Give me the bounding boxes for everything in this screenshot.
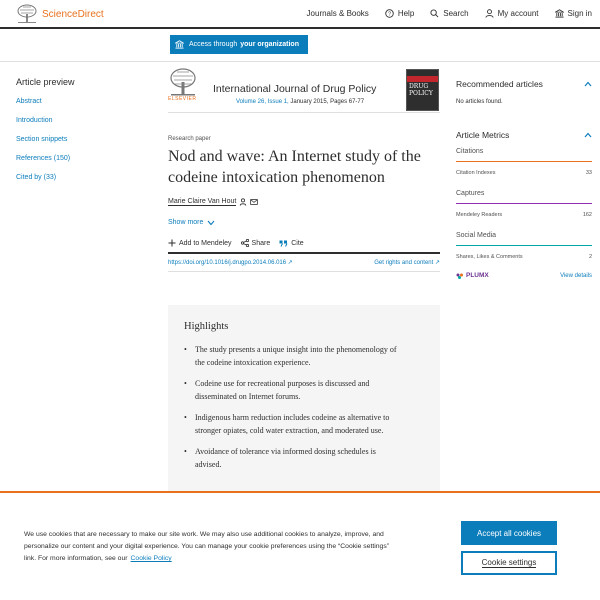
access-strong: your organization [240, 41, 299, 48]
nav-my-account[interactable] [485, 9, 539, 18]
recommended-articles-header[interactable] [456, 77, 592, 91]
cover-text-1: DRUG [409, 83, 429, 90]
metric-category-citations: Citations [456, 148, 592, 162]
nav-link-references[interactable]: References (150) [16, 155, 71, 162]
cite-button[interactable] [279, 240, 303, 247]
metric-label: Mendeley Readers [456, 212, 503, 218]
plumx-icon [456, 273, 464, 279]
article-actions [168, 237, 440, 249]
metrics-title: Article Metrics [456, 130, 510, 140]
institution-icon [555, 9, 564, 18]
nav-link-introduction[interactable]: Introduction [16, 117, 53, 124]
metric-label: Shares, Likes & Comments [456, 254, 523, 260]
user-icon [485, 9, 494, 18]
nav-link-cited-by[interactable]: Cited by (33) [16, 174, 57, 181]
action-label: Cite [291, 239, 304, 247]
nav-search[interactable] [430, 9, 468, 18]
email-icon[interactable] [250, 198, 258, 206]
doi-text: https://doi.org/10.1016/j.drugpo.2014.06.016 [168, 260, 287, 266]
plumx-label: PLUMX [466, 272, 489, 279]
rights-text: Get rights and content [374, 260, 434, 266]
show-more-button[interactable] [168, 219, 440, 226]
help-icon [385, 9, 394, 18]
show-more-label: Show more [168, 219, 204, 226]
publisher-name: ELSEVIER [168, 96, 197, 102]
nav-sign-in[interactable] [555, 9, 592, 18]
highlight-item [184, 377, 424, 403]
action-label: Share [251, 239, 271, 247]
highlight-text: The study presents a unique insight into the phenomenology of the codeine intoxication experience. [195, 345, 397, 367]
highlight-item [184, 445, 424, 471]
highlight-item [184, 343, 424, 369]
article-preview-title: Article preview [16, 77, 75, 87]
nav-help[interactable] [385, 9, 414, 18]
cover-stripe [407, 76, 438, 82]
cookie-settings-button[interactable] [461, 551, 557, 575]
sciencedirect-logo[interactable] [16, 4, 104, 24]
metric-row [456, 254, 592, 261]
metric-value: 2 [588, 254, 592, 260]
metric-category-social-media: Social Media [456, 232, 592, 246]
metric-label: Citation Indexes [456, 170, 496, 176]
cookie-settings-label: Cookie settings [481, 558, 537, 567]
action-label: Add to Mendeley [179, 239, 232, 247]
nav-label: Sign in [567, 9, 592, 18]
plumx-row [456, 272, 592, 279]
metric-value: 33 [585, 170, 592, 176]
bullet: • [184, 379, 187, 388]
nav-link-section-snippets[interactable]: Section snippets [16, 136, 68, 143]
nav-label: Search [443, 9, 469, 18]
nav-label: My account [497, 9, 539, 18]
access-bar [0, 30, 600, 62]
metric-row [456, 212, 592, 219]
volume-issue-link[interactable]: Volume 26, Issue 1, [236, 99, 289, 105]
brand-name: ScienceDirect [42, 8, 104, 20]
article-preview-nav [16, 77, 156, 193]
article-type: Research paper [168, 136, 211, 142]
nav-label: Help [397, 9, 415, 18]
chevron-down-icon [207, 220, 215, 226]
cookie-policy-link[interactable]: Cookie Policy [130, 555, 172, 562]
highlight-text: Avoidance of tolerance via informed dosing schedules is advised. [195, 447, 376, 469]
article-metrics-header[interactable] [456, 128, 592, 142]
metric-value: 162 [582, 212, 592, 218]
bullet: • [184, 447, 187, 456]
external-link-icon: ↗ [434, 260, 440, 266]
cover-text-2: POLICY [409, 90, 433, 97]
doi-link[interactable] [168, 259, 293, 266]
person-icon [239, 198, 247, 206]
recommended-title: Recommended articles [456, 79, 543, 89]
bullet: • [184, 345, 187, 354]
metric-row [456, 170, 592, 177]
nav-journals-books[interactable] [307, 9, 369, 18]
highlight-text: Indigenous harm reduction includes codeine as alternative to stronger opiates, cold water extraction, and moderated use. [195, 413, 390, 435]
author-line [168, 198, 440, 206]
share-button[interactable] [241, 239, 271, 247]
journal-header [168, 66, 440, 113]
article-metrics [456, 128, 592, 279]
cover-text [409, 83, 433, 97]
rights-link[interactable] [374, 259, 440, 266]
add-to-mendeley-button[interactable] [168, 239, 232, 247]
search-icon [430, 9, 439, 18]
cookie-message: We use cookies that are necessary to make our site work. We may also use additional cookies to analyze, improve, and personalize our content and your digital experience. You can manage your cookie preferences using the “Cookie settings” link. For more information, see our [24, 531, 389, 562]
svg-text:?: ? [387, 11, 391, 18]
journal-meta [236, 99, 364, 105]
cookie-banner [0, 491, 600, 600]
article-main [168, 66, 440, 272]
share-icon [241, 239, 249, 247]
no-articles-text: No articles found. [456, 99, 503, 105]
external-link-icon: ↗ [287, 260, 293, 266]
chevron-up-icon [584, 81, 592, 87]
highlight-item [184, 411, 424, 437]
plumx-logo [456, 272, 489, 279]
quote-icon [279, 240, 288, 247]
highlights-title: Highlights [184, 321, 229, 332]
author-name[interactable]: Marie Claire Van Hout [168, 198, 237, 205]
elsevier-logo-icon[interactable] [168, 68, 198, 96]
header-nav [291, 9, 592, 18]
doi-row [168, 252, 440, 272]
right-sidebar [456, 77, 592, 279]
metric-category-captures: Captures [456, 190, 592, 204]
elsevier-tree-icon [16, 4, 38, 24]
plus-icon [168, 239, 176, 247]
cookie-text [24, 529, 394, 565]
bullet: • [184, 413, 187, 422]
nav-label: Journals & Books [306, 9, 369, 18]
nav-link-abstract[interactable]: Abstract [16, 98, 42, 105]
highlight-text: Codeine use for recreational purposes is discussed and disseminated on Internet forums. [195, 379, 370, 401]
institution-icon [175, 40, 184, 49]
chevron-up-icon [584, 132, 592, 138]
date-pages: January 2015, Pages 67-77 [288, 99, 365, 105]
journal-cover-image[interactable] [406, 69, 439, 111]
highlights-section [168, 305, 440, 500]
access-prefix: Access through [189, 41, 238, 48]
accept-all-cookies-button[interactable]: Accept all cookies [461, 521, 557, 545]
access-organization-button[interactable] [170, 35, 308, 54]
top-bar [0, 0, 600, 29]
journal-title[interactable]: International Journal of Drug Policy [213, 83, 377, 95]
article-title: Nod and wave: An Internet study of the codeine intoxication phenomenon [168, 148, 421, 186]
view-details-link[interactable]: View details [560, 272, 592, 279]
